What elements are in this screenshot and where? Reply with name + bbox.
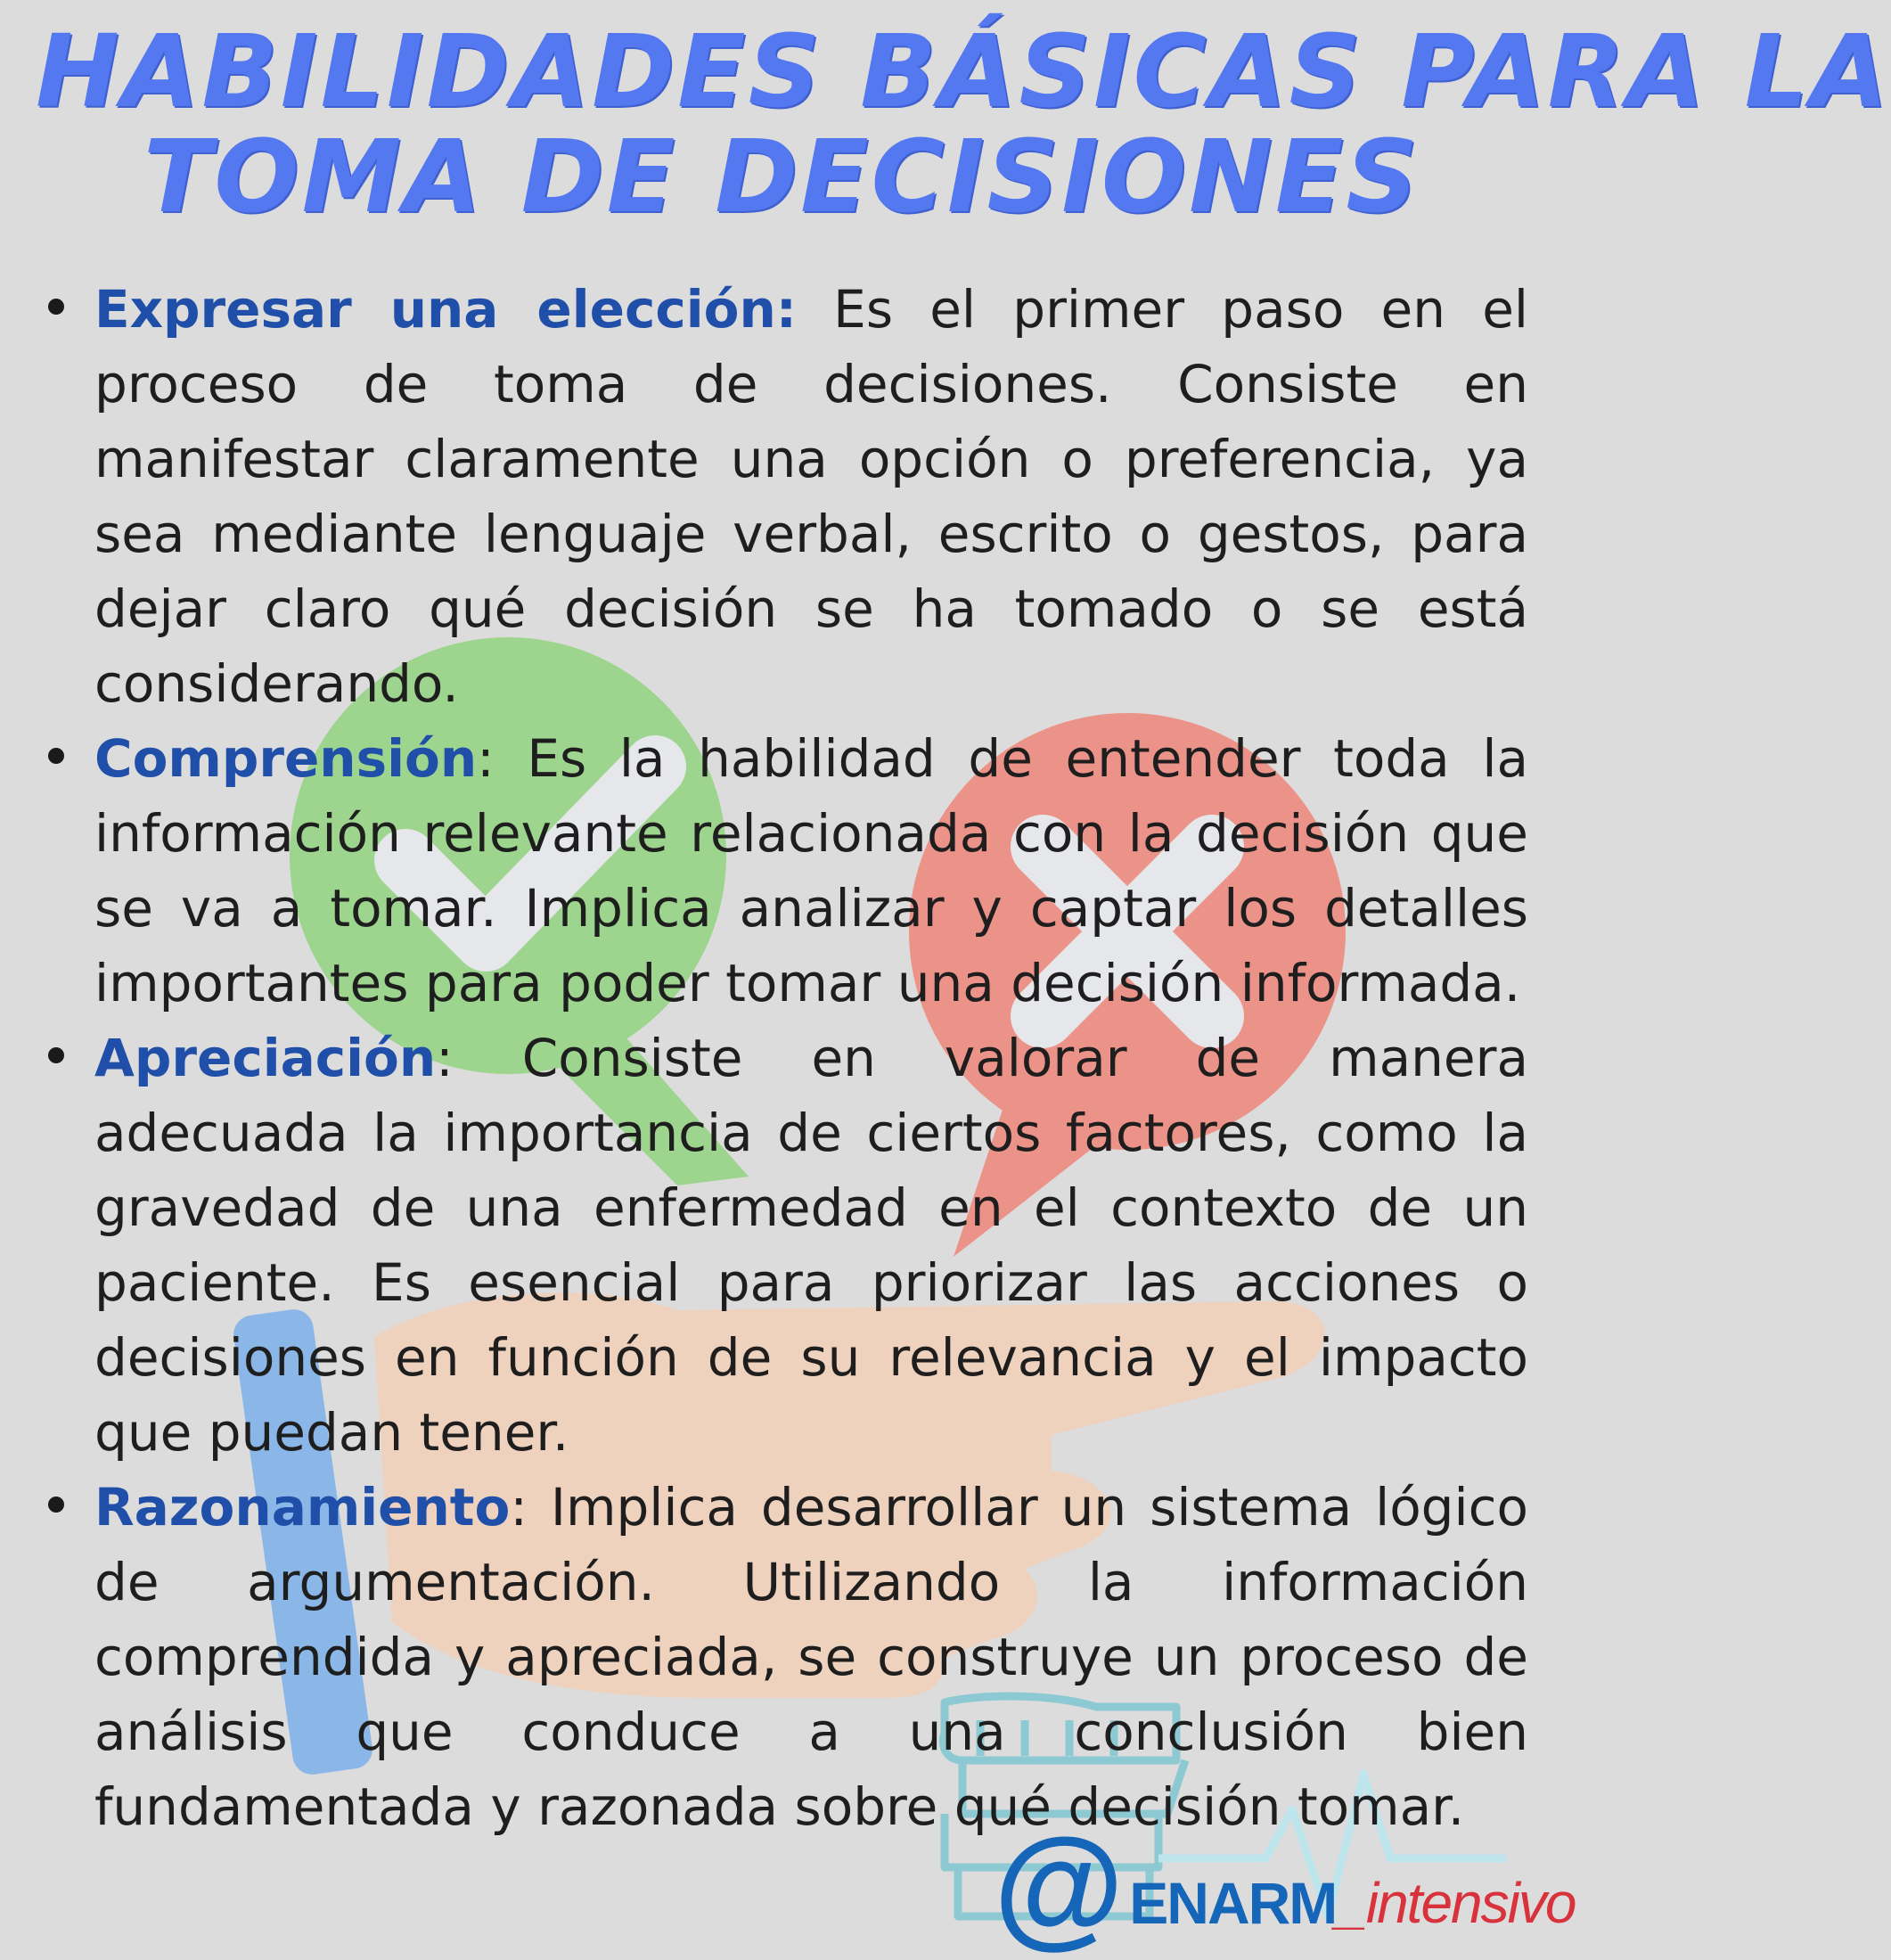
item-term: Expresar una elección: [94, 279, 797, 340]
item-text: : Implica desarrollar un sistema lógico de argumentación. Utilizando la información comprendida y apreciada, se construye un proceso de análisis que conduce a una conclusión bien fundamentada y razonada sobre qué decisión tomar. [94, 1477, 1528, 1837]
item-paragraph [94, 272, 1528, 721]
title-line-2: TOMA DE DECISIONES [143, 119, 1420, 235]
item-term: Razonamiento [94, 1477, 511, 1538]
brand-at-symbol: @ [994, 1810, 1125, 1960]
item-paragraph [94, 1021, 1528, 1470]
brand-name: ENARM [1129, 1870, 1337, 1936]
item-term: Apreciación [94, 1028, 437, 1088]
title-line-1: HABILIDADES BÁSICAS PARA LA [36, 14, 1891, 130]
item-text: : Es la habilidad de entender toda la información relevante relacionada con la decisión que se va a tomar. Implica analizar y captar los detalles importantes para poder tomar una decisión informada. [94, 728, 1528, 1013]
bullet-icon [48, 748, 64, 764]
list-item [36, 272, 1528, 721]
item-paragraph [94, 721, 1528, 1021]
list-item [36, 721, 1528, 1021]
bullet-icon [48, 299, 64, 315]
bullet-icon [48, 1047, 64, 1063]
skills-list [36, 272, 1528, 1844]
page-title [36, 14, 1891, 235]
bullet-icon [48, 1497, 64, 1513]
list-item [36, 1021, 1528, 1470]
item-text: Es el primer paso en el proceso de toma de decisiones. Consiste en manifestar claramente una opción o preferencia, ya sea mediante lenguaje verbal, escrito o gestos, para dejar claro qué decisión se ha tomado o se está considerando. [94, 279, 1529, 714]
brand-suffix: _intensivo [1336, 1871, 1576, 1935]
item-paragraph [94, 1470, 1528, 1844]
list-item [36, 1470, 1528, 1844]
item-term: Comprensión [94, 728, 478, 789]
brand-logo [994, 1810, 1576, 1960]
item-text: : Consiste en valorar de manera adecuada la importancia de ciertos factores, como la gravedad de una enfermedad en el contexto de un paciente. Es esencial para priorizar las acciones o decisiones en función de su relevancia y el impacto que puedan tener. [94, 1028, 1528, 1463]
